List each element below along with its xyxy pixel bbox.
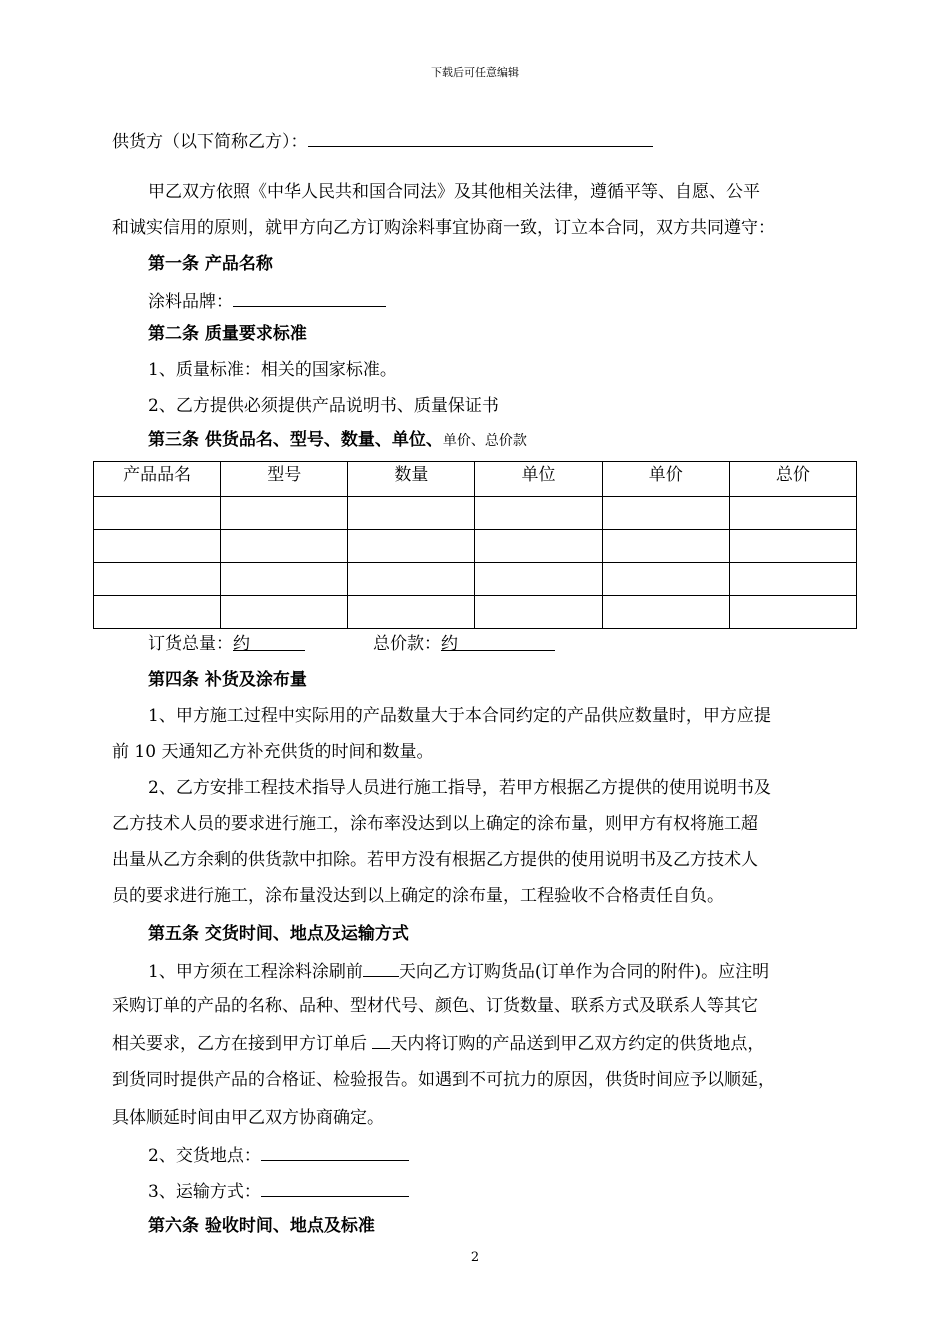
table-row [94,497,857,530]
table-row [94,530,857,563]
delivery-location-blank[interactable] [261,1142,409,1161]
table-cell[interactable] [94,530,221,563]
table-cell[interactable] [348,497,475,530]
table-cell[interactable] [475,563,602,596]
column-header: 单位 [475,462,602,497]
art4-p2-line-3: 出量从乙方余剩的供货款中扣除。若甲方没有根据乙方提供的使用说明书及乙方技术人 [112,850,758,870]
column-header: 产品品名 [94,462,221,497]
article-3-title-suffix: 单价、总价款 [442,433,527,449]
supplier-label: 供货方（以下简称乙方）： [112,132,308,152]
column-header: 总价 [729,462,856,497]
table-cell[interactable] [221,530,348,563]
total-quantity-blank[interactable] [233,632,305,654]
art4-p1-line-2: 前 10 天通知乙方补充供货的时间和数量。 [112,742,434,762]
article-1-title: 第一条 产品名称 [148,254,273,274]
total-quantity-prefix: 约 [233,634,250,654]
column-header: 数量 [348,462,475,497]
brand-line [148,288,386,314]
column-header: 型号 [221,462,348,497]
table-cell[interactable] [348,596,475,629]
table-cell[interactable] [221,596,348,629]
table-cell[interactable] [475,596,602,629]
art5-p1-line-4: 到货同时提供产品的合格证、检验报告。如遇到不可抗力的原因，供货时间应予以顺延， [112,1070,775,1090]
table-cell[interactable] [602,497,729,530]
transport-method-blank[interactable] [261,1178,409,1197]
transport-method-label: 3、运输方式： [148,1182,261,1202]
table-cell[interactable] [94,563,221,596]
table-row [94,563,857,596]
table-header-row [94,462,857,497]
table-cell[interactable] [221,563,348,596]
quality-item-1: 1、质量标准：相关的国家标准。 [148,360,397,380]
transport-method-line [148,1178,409,1204]
table-cell[interactable] [602,563,729,596]
delivery-location-line [148,1142,409,1168]
table-cell[interactable] [348,563,475,596]
art4-p2-line-2: 乙方技术人员的要求进行施工，涂布率没达到以上确定的涂布量，则甲方有权将施工超 [112,814,758,834]
art5-p1-line-2: 采购订单的产品的名称、品种、型材代号、颜色、订货数量、联系方式及联系人等其它 [112,996,758,1016]
table-cell[interactable] [94,497,221,530]
totals-line [148,632,555,656]
table-cell[interactable] [729,497,856,530]
art4-p2-line-4: 员的要求进行施工，涂布量没达到以上确定的涂布量，工程验收不合格责任自负。 [112,886,724,906]
intro-line-2: 和诚实信用的原则，就甲方向乙方订购涂料事宜协商一致，订立本合同，双方共同遵守： [112,218,775,238]
order-days-blank[interactable] [363,958,399,977]
intro-line-1: 甲乙双方依照《中华人民共和国合同法》及其他相关法律，遵循平等、自愿、公平 [148,182,760,202]
art5-p1-line-3 [112,1030,764,1056]
article-5-title: 第五条 交货时间、地点及运输方式 [148,924,409,944]
total-price-prefix: 约 [441,634,458,654]
article-4-title: 第四条 补货及涂布量 [148,670,307,690]
table-cell[interactable] [729,530,856,563]
art5-p1-line-1 [148,958,769,984]
article-2-title: 第二条 质量要求标准 [148,324,307,344]
art4-p1-line-1: 1、甲方施工过程中实际用的产品数量大于本合同约定的产品供应数量时，甲方应提 [148,706,771,726]
article-3-title-main: 第三条 供货品名、型号、数量、单位、 [148,430,443,450]
table-cell[interactable] [729,563,856,596]
supplier-blank[interactable] [308,128,653,147]
table-cell[interactable] [475,497,602,530]
brand-label: 涂料品牌： [148,292,233,312]
table-cell[interactable] [94,596,221,629]
article-3-title [148,428,527,453]
table-row [94,596,857,629]
total-quantity-label: 订货总量： [148,634,233,654]
art5-p1-line-1-start: 1、甲方须在工程涂料涂刷前 [148,962,363,982]
page-number: 2 [470,1250,480,1265]
art5-p1-line-3-start: 相关要求，乙方在接到甲方订单后 [112,1034,373,1054]
page-header: 下载后可任意编辑 [431,66,519,79]
total-price-label: 总价款： [373,634,441,654]
art5-p1-line-5: 具体顺延时间由甲乙双方协商确定。 [112,1108,384,1128]
table-cell[interactable] [602,596,729,629]
art5-p1-line-3-end: 天内将订购的产品送到甲乙双方约定的供货地点， [390,1034,765,1054]
goods-table [93,461,857,629]
art5-p1-line-1-end: 天向乙方订购货品(订单作为合同的附件)。应注明 [398,962,770,982]
total-price-blank[interactable] [441,632,555,654]
art4-p2-line-1: 2、乙方安排工程技术指导人员进行施工指导，若甲方根据乙方提供的使用说明书及 [148,778,771,798]
supplier-line [112,128,653,154]
delivery-days-blank[interactable] [372,1030,390,1049]
quality-item-2: 2、乙方提供必须提供产品说明书、质量保证书 [148,396,499,416]
brand-blank[interactable] [233,288,386,307]
table-cell[interactable] [475,530,602,563]
table-cell[interactable] [221,497,348,530]
table-cell[interactable] [602,530,729,563]
table-cell[interactable] [729,596,856,629]
column-header: 单价 [602,462,729,497]
delivery-location-label: 2、交货地点： [148,1146,261,1166]
article-6-title: 第六条 验收时间、地点及标准 [148,1216,375,1236]
table-cell[interactable] [348,530,475,563]
